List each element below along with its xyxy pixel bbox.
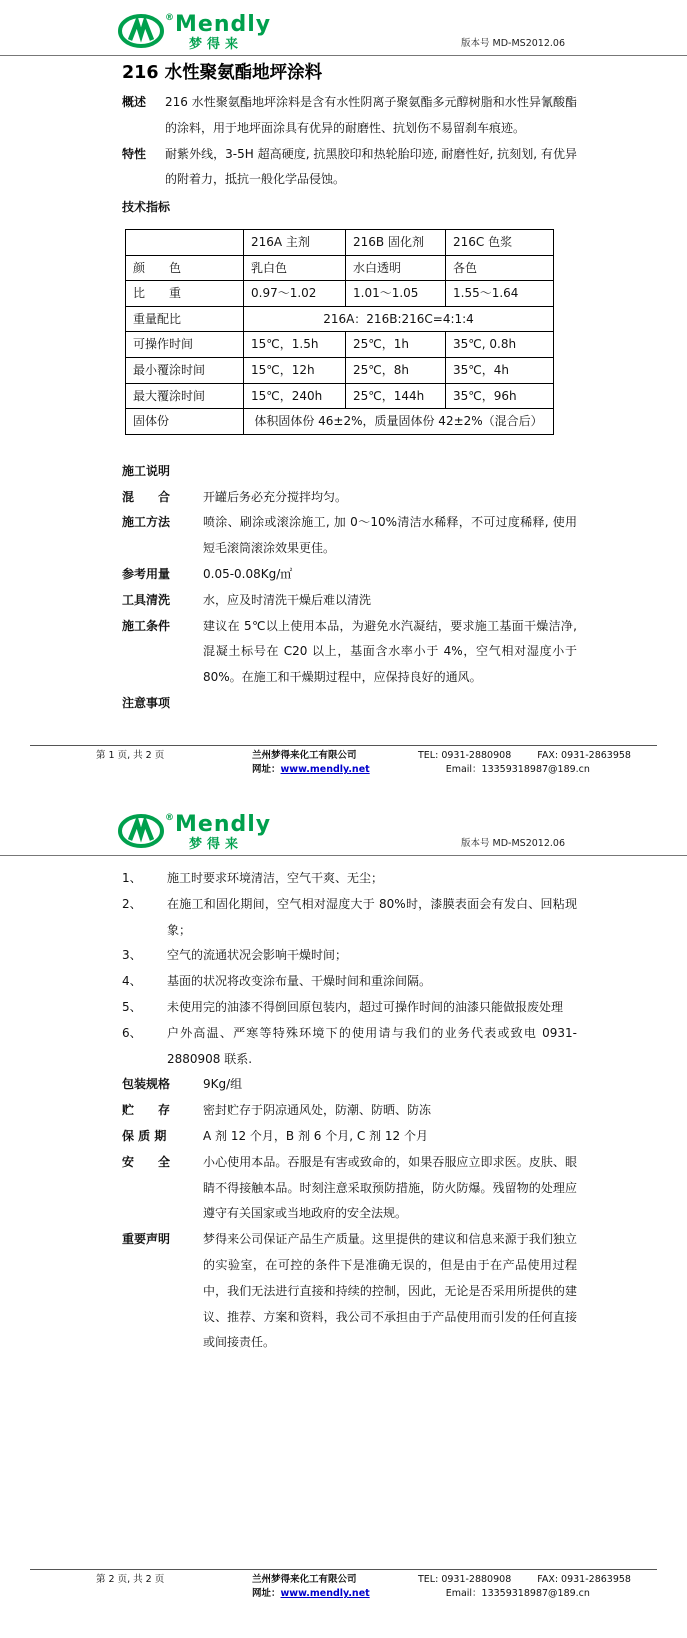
field-label: 贮 存: [122, 1103, 171, 1118]
features-text: 耐紫外线，3-5H 超高硬度, 抗黑胶印和热轮胎印迹, 耐磨性好, 抗刻划, 有优异的附着力，抵抗一般化学品侵蚀。: [165, 146, 577, 187]
version-label: 版本号 MD-MS2012.06: [461, 838, 565, 849]
website-row: [252, 763, 370, 778]
tel-label: TEL: 0931-2880908: [418, 749, 512, 761]
table-row-label: 可操作时间: [126, 332, 244, 358]
mendly-logo-icon: [118, 814, 164, 848]
field-label: 包装规格: [122, 1077, 171, 1092]
table-cell: 25℃，1h: [346, 332, 446, 358]
field-text: 梦得来公司保证产品生产质量。这里提供的建议和信息来源于我们独立的实验室，在可控的条件下是准确无误的，但是由于在产品使用过程中，我们无法进行直接和持续的控制，因此，无论是否采用所提供的建议、推荐、方案和资料，我公司不承担由于产品使用而引发的任何直接或间接责任。: [203, 1232, 577, 1350]
page-title: 216 水性聚氨酯地坪涂料: [122, 63, 323, 83]
email-label: Email：: [445, 764, 482, 776]
footer-divider: [30, 1569, 657, 1570]
note-number: 1、: [122, 871, 142, 885]
construction-row-mixing: [122, 485, 577, 511]
note-text: 施工时要求环境清洁，空气干爽、无尘；: [167, 871, 384, 885]
field-text: 建议在 5℃以上使用本品，为避免水汽凝结，要求施工基面干燥洁净, 混凝土标号在 C20 以上，基面含水率小于 4%，空气相对湿度小于 80%。在施工和干燥期过程中，应保持良好的通风。: [203, 618, 577, 685]
note-number: 3、: [122, 948, 142, 963]
note-item-1: [122, 866, 577, 892]
registered-trademark-icon: ®: [165, 13, 174, 23]
field-disclaimer: [122, 1227, 577, 1356]
website-link[interactable]: www.mendly.net: [280, 1588, 370, 1600]
field-label: 工具清洗: [122, 592, 171, 607]
construction-row-method: [122, 510, 577, 562]
table-row: [126, 409, 554, 435]
table-cell-empty: [126, 229, 244, 255]
field-label: 施工条件: [122, 618, 171, 633]
table-row: [126, 255, 554, 281]
mendly-logo-icon: [118, 14, 164, 48]
website-label: 网址：: [252, 764, 281, 776]
note-text: 基面的状况将改变涂布量、干燥时间和重涂间隔。: [167, 974, 432, 989]
page2-header: [0, 788, 687, 851]
website-link[interactable]: www.mendly.net: [280, 764, 370, 776]
brand-name: Mendly: [175, 12, 272, 37]
header-divider: [0, 55, 687, 56]
field-label: 混 合: [122, 489, 171, 504]
page1-content: [122, 90, 577, 717]
email-value: 13359318987@189.cn: [481, 1588, 590, 1600]
field-label: 参考用量: [122, 566, 171, 581]
field-storage: [122, 1098, 577, 1124]
overview-text: 216 水性聚氨酯地坪涂料是含有水性阴离子聚氨酯多元醇树脂和水性异氰酸酯的涂料，用于地坪面涂具有优异的耐磨性、抗划伤不易留刹车痕迹。: [165, 95, 577, 135]
table-cell: 216A：216B:216C=4:1:4: [244, 306, 554, 332]
table-cell: 15℃，1.5h: [244, 332, 346, 358]
field-label: 保 质 期: [122, 1128, 167, 1143]
page2-content: [122, 866, 577, 1356]
tech-specs-table: [125, 229, 554, 435]
table-header-cell: 216C 色浆: [446, 229, 554, 255]
footer-row-2: [34, 763, 653, 778]
fax-label: FAX: 0931-2863958: [537, 1573, 631, 1585]
table-cell: 1.01～1.05: [346, 281, 446, 307]
note-text: 未使用完的油漆不得倒回原包装内，超过可操作时间的油漆只能做报废处理: [167, 999, 564, 1014]
table-row: [126, 306, 554, 332]
field-shelf-life: [122, 1124, 577, 1150]
table-row-label: 固体份: [126, 409, 244, 435]
footer-row-2: [34, 1587, 653, 1602]
features-label: 特性: [122, 146, 147, 161]
note-number: 6、: [122, 1025, 142, 1040]
note-text: 户外高温、严寒等特殊环境下的使用请与我们的业务代表或致电 0931-2880908 联系.: [167, 1025, 577, 1066]
table-row-label: 颜 色: [126, 255, 244, 281]
table-cell: 35℃，96h: [446, 383, 554, 409]
construction-row-conditions: [122, 614, 577, 691]
table-cell: 1.55～1.64: [446, 281, 554, 307]
note-item-6: [122, 1021, 577, 1073]
note-number: 4、: [122, 974, 142, 989]
field-text: 小心使用本品。吞服是有害或致命的，如果吞服应立即求医。皮肤、眼睛不得接触本品。时刻注意采取预防措施，防火防爆。残留物的处理应遵守有关国家或当地政府的安全法规。: [203, 1154, 577, 1221]
page-1: [0, 0, 687, 788]
brand-name-chinese: 梦得来: [189, 837, 244, 852]
table-header-cell: 216A 主剂: [244, 229, 346, 255]
page1-footer: [0, 745, 687, 778]
note-text: 在施工和固化期间，空气相对湿度大于 80%时，漆膜表面会有发白、回粘现象；: [167, 896, 577, 937]
table-cell: 25℃，8h: [346, 357, 446, 383]
construction-row-dosage: [122, 562, 577, 588]
email-row: [446, 763, 590, 778]
table-header-cell: 216B 固化剂: [346, 229, 446, 255]
table-row-label: 最大覆涂时间: [126, 383, 244, 409]
email-label: Email：: [445, 1588, 482, 1600]
table-cell: 15℃，12h: [244, 357, 346, 383]
version-label: 版本号 MD-MS2012.06: [461, 38, 565, 49]
tech-specs-heading: 技术指标: [122, 200, 171, 215]
table-cell: 水白透明: [346, 255, 446, 281]
field-text: 9Kg/组: [203, 1077, 243, 1092]
field-text: 0.05-0.08Kg/㎡: [203, 566, 293, 581]
page-number-label: 第 1 页, 共 2 页: [96, 749, 165, 761]
table-row-label: 重量配比: [126, 306, 244, 332]
field-text: 喷涂、刷涂或滚涂施工, 加 0～10%清洁水稀释，不可过度稀释, 使用短毛滚筒滚涂效果更佳。: [203, 515, 577, 556]
footer-row-1: [34, 749, 653, 764]
overview-row: [122, 90, 577, 142]
table-cell: 体积固体份 46±2%，质量固体份 42±2%（混合后）: [244, 409, 554, 435]
website-row: [252, 1587, 370, 1602]
table-row-label: 最小覆涂时间: [126, 357, 244, 383]
note-number: 5、: [122, 999, 142, 1014]
field-label: 重要声明: [122, 1232, 171, 1247]
note-item-5: [122, 995, 577, 1021]
field-text: A 剂 12 个月，B 剂 6 个月, C 剂 12 个月: [203, 1128, 428, 1143]
table-row: [126, 229, 554, 255]
field-text: 密封贮存于阴凉通风处，防潮、防晒、防冻: [203, 1103, 432, 1118]
field-text: 开罐后务必充分搅拌均匀。: [203, 489, 348, 504]
field-text: 水，应及时清洗干燥后难以清洗: [203, 592, 372, 607]
table-cell: 35℃, 0.8h: [446, 332, 554, 358]
footer-divider: [30, 745, 657, 746]
construction-row-cleaning: [122, 588, 577, 614]
page1-header: [0, 0, 687, 51]
note-number: 2、: [122, 896, 142, 911]
website-label: 网址：: [252, 1588, 281, 1600]
header-divider: [0, 855, 687, 856]
footer-row-1: [34, 1573, 653, 1588]
overview-label: 概述: [122, 95, 147, 109]
fax-label: FAX: 0931-2863958: [537, 749, 631, 761]
company-name: 兰州梦得来化工有限公司: [252, 1573, 357, 1585]
page-number-label: 第 2 页, 共 2 页: [96, 1573, 165, 1585]
field-packaging: [122, 1072, 577, 1098]
table-cell: 35℃，4h: [446, 357, 554, 383]
table-row: [126, 383, 554, 409]
tel-label: TEL: 0931-2880908: [418, 1573, 512, 1585]
page2-footer: [0, 1569, 687, 1602]
table-cell: 乳白色: [244, 255, 346, 281]
brand-name-chinese: 梦得来: [189, 37, 244, 52]
note-item-3: [122, 943, 577, 969]
company-name: 兰州梦得来化工有限公司: [252, 749, 357, 761]
table-cell: 25℃，144h: [346, 383, 446, 409]
registered-trademark-icon: ®: [165, 813, 174, 823]
features-row: [122, 142, 577, 194]
email-row: [446, 1587, 590, 1602]
note-item-2: [122, 892, 577, 944]
note-item-4: [122, 969, 577, 995]
table-row: [126, 281, 554, 307]
field-label: 施工方法: [122, 515, 171, 530]
table-row-label: 比 重: [126, 281, 244, 307]
field-label: 安 全: [122, 1154, 171, 1169]
notes-heading: 注意事项: [122, 695, 171, 710]
table-row: [126, 332, 554, 358]
field-safety: [122, 1150, 577, 1227]
page-2: [0, 788, 687, 1638]
email-value: 13359318987@189.cn: [481, 764, 590, 776]
mendly-logo: [118, 814, 271, 851]
table-cell: 15℃，240h: [244, 383, 346, 409]
construction-heading: 施工说明: [122, 463, 171, 478]
brand-name: Mendly: [175, 812, 272, 837]
table-cell: 各色: [446, 255, 554, 281]
mendly-logo: [118, 14, 271, 51]
table-row: [126, 357, 554, 383]
table-cell: 0.97～1.02: [244, 281, 346, 307]
note-text: 空气的流通状况会影响干燥时间；: [167, 948, 348, 963]
